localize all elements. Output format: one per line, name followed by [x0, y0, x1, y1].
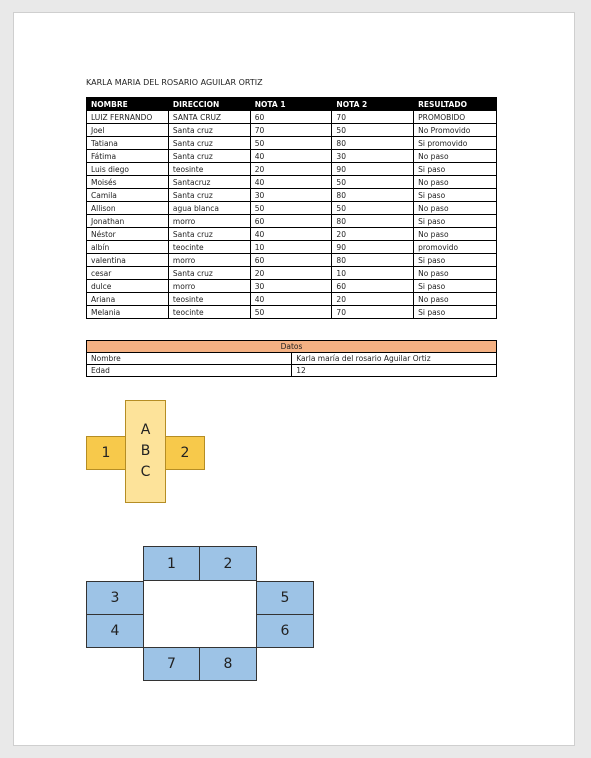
cell-direccion: Santa cruz — [168, 150, 250, 163]
cell-resultado: No paso — [414, 202, 497, 215]
cell-nota-2: 70 — [332, 306, 414, 319]
cross-right-number: 2 — [180, 445, 190, 461]
cell-nombre: LUIZ FERNANDO — [87, 111, 169, 124]
table-row — [87, 267, 497, 280]
cell-nota-2: 30 — [332, 150, 414, 163]
cell-direccion: SANTA CRUZ — [168, 111, 250, 124]
ring-number: 7 — [167, 656, 176, 672]
cell-nombre: Néstor — [87, 228, 169, 241]
cell-nombre: Melania — [87, 306, 169, 319]
ring-number: 2 — [223, 555, 233, 572]
header-nota-1: NOTA 1 — [250, 98, 332, 111]
cell-nota-2: 70 — [332, 111, 414, 124]
cell-resultado: Si paso — [414, 189, 497, 202]
cell-nombre: Tatiana — [87, 137, 169, 150]
cell-direccion: morro — [168, 254, 250, 267]
cell-nota-1: 10 — [250, 241, 332, 254]
cross-center-box — [125, 400, 166, 503]
ring-box-7 — [143, 647, 200, 681]
cell-nota-2: 20 — [332, 228, 414, 241]
cell-direccion: Santa cruz — [168, 189, 250, 202]
cell-nombre: Joel — [87, 124, 169, 137]
cell-nota-2: 80 — [332, 137, 414, 150]
cell-resultado: Si paso — [414, 215, 497, 228]
ring-number: 5 — [280, 590, 290, 606]
cell-nota-2: 80 — [332, 254, 414, 267]
cell-nombre: Allison — [87, 202, 169, 215]
ring-number: 8 — [223, 656, 233, 672]
cell-direccion: Santa cruz — [168, 124, 250, 137]
cross-letter-b: B — [140, 443, 151, 459]
cell-nota-1: 40 — [250, 176, 332, 189]
cell-nombre: albín — [87, 241, 169, 254]
cell-nombre: Moisés — [87, 176, 169, 189]
cell-nota-1: 60 — [250, 215, 332, 228]
cell-resultado: Si paso — [414, 254, 497, 267]
header-nota-2: NOTA 2 — [332, 98, 414, 111]
header-nombre: NOMBRE — [87, 98, 169, 111]
datos-label: Nombre — [87, 353, 292, 365]
cell-resultado: No paso — [414, 267, 497, 280]
ring-number: 4 — [110, 623, 120, 639]
cross-right-box — [165, 436, 205, 470]
cell-resultado: promovido — [414, 241, 497, 254]
cell-nombre: Luis diego — [87, 163, 169, 176]
cross-left-box — [86, 436, 126, 470]
cell-resultado: PROMOBIDO — [414, 111, 497, 124]
table-row — [87, 280, 497, 293]
ring-box-8 — [199, 647, 257, 681]
cell-nombre: valentina — [87, 254, 169, 267]
cell-nota-1: 30 — [250, 280, 332, 293]
cell-direccion: teocinte — [168, 306, 250, 319]
datos-value: Karla maría del rosario Aguilar Ortiz — [292, 353, 497, 365]
grades-table — [86, 97, 497, 319]
ring-box-4 — [86, 614, 144, 648]
cross-left-number: 1 — [101, 445, 111, 461]
table-row — [87, 306, 497, 319]
cell-nota-1: 20 — [250, 163, 332, 176]
datos-row — [87, 365, 497, 377]
table-row — [87, 124, 497, 137]
cell-nota-1: 50 — [250, 137, 332, 150]
grades-header-row — [87, 98, 497, 111]
cell-nota-2: 90 — [332, 241, 414, 254]
cross-letter-c: C — [140, 464, 151, 480]
cell-resultado: Si paso — [414, 306, 497, 319]
cell-resultado: Si paso — [414, 163, 497, 176]
cell-nombre: Ariana — [87, 293, 169, 306]
table-row — [87, 150, 497, 163]
cell-resultado: No Promovido — [414, 124, 497, 137]
cell-nombre: cesar — [87, 267, 169, 280]
ring-number: 6 — [280, 623, 290, 639]
datos-value: 12 — [292, 365, 497, 377]
cell-nota-1: 50 — [250, 202, 332, 215]
table-row — [87, 111, 497, 124]
cell-nota-1: 40 — [250, 293, 332, 306]
header-resultado: RESULTADO — [414, 98, 497, 111]
table-row — [87, 293, 497, 306]
datos-row — [87, 353, 497, 365]
table-row — [87, 189, 497, 202]
cell-nota-2: 50 — [332, 202, 414, 215]
cell-resultado: No paso — [414, 228, 497, 241]
cell-nota-1: 30 — [250, 189, 332, 202]
cell-nota-1: 60 — [250, 254, 332, 267]
cell-nota-2: 80 — [332, 189, 414, 202]
cell-direccion: agua blanca — [168, 202, 250, 215]
table-row — [87, 254, 497, 267]
table-row — [87, 137, 497, 150]
cell-direccion: teosinte — [168, 163, 250, 176]
datos-header-row — [87, 341, 497, 353]
cell-nota-2: 80 — [332, 215, 414, 228]
ring-box-6 — [256, 614, 314, 648]
cell-nota-2: 20 — [332, 293, 414, 306]
cell-resultado: Si paso — [414, 280, 497, 293]
cell-nota-1: 60 — [250, 111, 332, 124]
table-row — [87, 202, 497, 215]
cell-direccion: Santacruz — [168, 176, 250, 189]
table-row — [87, 176, 497, 189]
cell-direccion: morro — [168, 280, 250, 293]
cell-nombre: dulce — [87, 280, 169, 293]
ring-number: 1 — [167, 555, 176, 572]
ring-box-2 — [199, 546, 257, 581]
cell-nota-2: 50 — [332, 124, 414, 137]
table-row — [87, 228, 497, 241]
ring-box-3 — [86, 581, 144, 615]
table-row — [87, 215, 497, 228]
cell-nota-1: 20 — [250, 267, 332, 280]
datos-header: Datos — [87, 341, 497, 353]
cell-nombre: Fátima — [87, 150, 169, 163]
datos-table — [86, 340, 497, 377]
cell-resultado: No paso — [414, 293, 497, 306]
cell-resultado: No paso — [414, 150, 497, 163]
cell-direccion: Santa cruz — [168, 267, 250, 280]
cell-nombre: Camila — [87, 189, 169, 202]
datos-label: Edad — [87, 365, 292, 377]
ring-number: 3 — [110, 590, 120, 606]
cell-direccion: teocinte — [168, 241, 250, 254]
cell-nota-2: 90 — [332, 163, 414, 176]
document-title: KARLA MARIA DEL ROSARIO AGUILAR ORTIZ — [86, 78, 263, 87]
cell-nota-1: 40 — [250, 150, 332, 163]
cell-direccion: Santa cruz — [168, 228, 250, 241]
ring-box-1 — [143, 546, 200, 581]
cell-nota-2: 50 — [332, 176, 414, 189]
cross-letter-a: A — [140, 422, 151, 438]
cell-nota-1: 50 — [250, 306, 332, 319]
ring-box-5 — [256, 581, 314, 615]
cell-direccion: teosinte — [168, 293, 250, 306]
table-row — [87, 163, 497, 176]
cell-direccion: morro — [168, 215, 250, 228]
cell-resultado: No paso — [414, 176, 497, 189]
cell-direccion: Santa cruz — [168, 137, 250, 150]
cell-nota-2: 10 — [332, 267, 414, 280]
cell-nota-1: 40 — [250, 228, 332, 241]
cell-nota-1: 70 — [250, 124, 332, 137]
cell-nombre: Jonathan — [87, 215, 169, 228]
table-row — [87, 241, 497, 254]
cell-resultado: Si promovido — [414, 137, 497, 150]
header-direccion: DIRECCION — [168, 98, 250, 111]
cell-nota-2: 60 — [332, 280, 414, 293]
